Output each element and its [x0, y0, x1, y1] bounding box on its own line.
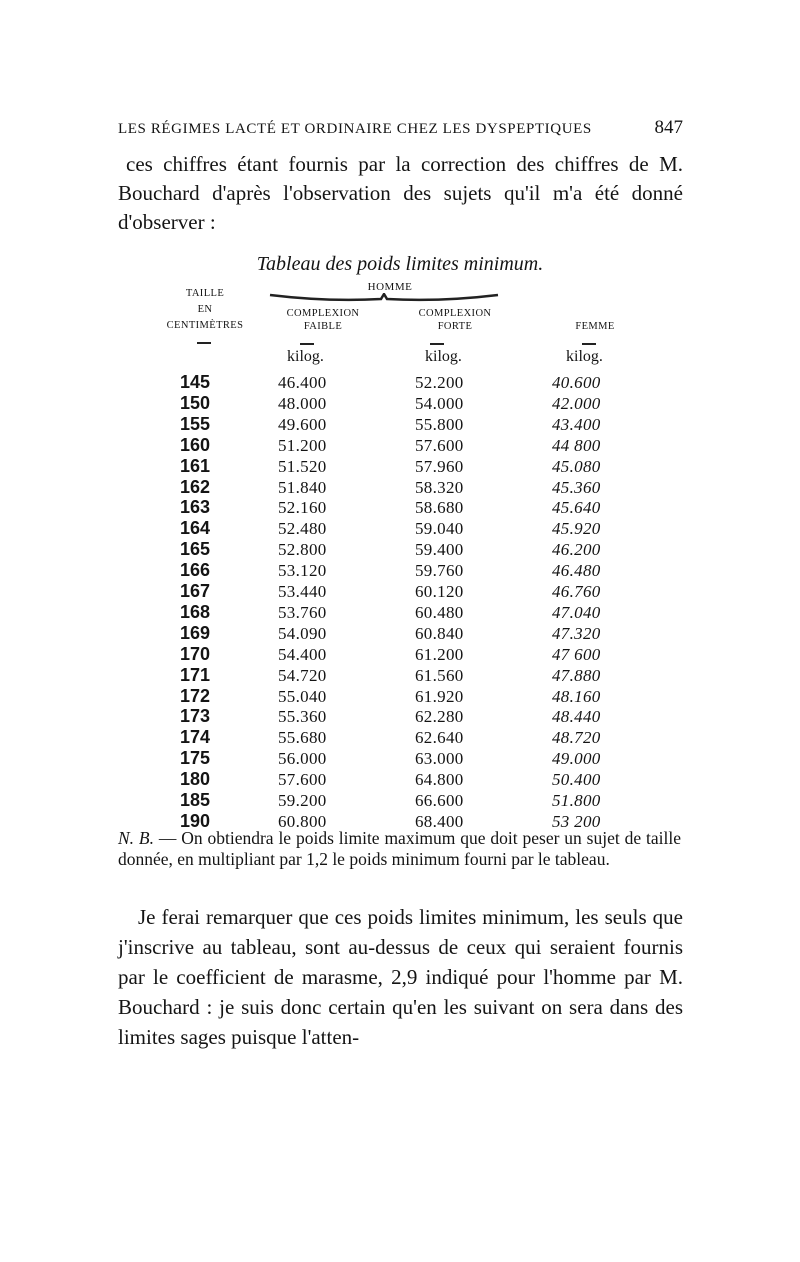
cell-taille: 164 [180, 518, 211, 539]
cell-faible: 51.200 [278, 435, 327, 455]
cell-forte: 61.200 [415, 644, 464, 664]
cell-forte: 66.600 [415, 791, 464, 810]
cell-femme: 50.400 [552, 770, 601, 790]
cell-femme: 42.000 [552, 393, 601, 413]
column-header-forte [400, 307, 510, 333]
dash-forte [430, 343, 444, 345]
cell-faible: 54.090 [278, 623, 327, 643]
cell-forte: 59.040 [415, 519, 464, 539]
cell-femme: 47.320 [552, 623, 601, 643]
cell-forte: 68.400 [415, 811, 464, 831]
cell-taille: 168 [180, 601, 211, 622]
unit-forte: kilog. [425, 348, 462, 365]
cell-femme: 48.440 [552, 707, 601, 727]
cell-femme: 40.600 [552, 373, 601, 392]
cell-femme: 51.800 [552, 791, 601, 810]
cell-forte: 59.760 [415, 561, 464, 581]
table-row [0, 393, 800, 414]
cell-forte: 62.640 [415, 728, 464, 748]
cell-taille: 171 [180, 664, 211, 685]
cell-femme: 44 800 [552, 435, 601, 455]
table-row [0, 414, 800, 435]
cell-faible: 51.520 [278, 456, 327, 476]
cell-faible: 54.720 [278, 665, 327, 685]
cell-femme: 45.360 [552, 477, 601, 497]
cell-forte: 60.120 [415, 582, 464, 601]
column-header-taille [150, 286, 260, 334]
table-row [0, 602, 800, 623]
cell-faible: 56.000 [278, 749, 327, 769]
cell-faible: 57.600 [278, 770, 327, 790]
table-row [0, 748, 800, 769]
cell-taille: 150 [180, 392, 211, 413]
closing-text: Je ferai remarquer que ces poids limites minimum, les seuls que j'inscrive au tableau, sont au-dessus de ceux qui seraient fournis par le coefficient de marasme, 2,9 indiqué pour l'homme par M. Bouchard : je suis donc certain qu'en les suivant on sera dans des limites sages puisque l'atten- [118, 905, 683, 1049]
dash-faible [300, 343, 314, 345]
page-number: 847 [654, 117, 683, 138]
cell-forte: 61.920 [415, 686, 464, 706]
cell-faible: 59.200 [278, 791, 327, 810]
cell-femme: 45.920 [552, 519, 601, 539]
table-row [0, 623, 800, 644]
cell-femme: 49.000 [552, 749, 601, 769]
cell-femme: 46.480 [552, 561, 601, 581]
note [118, 828, 681, 870]
table-row [0, 477, 800, 498]
cell-faible: 52.480 [278, 519, 327, 539]
table-row [0, 435, 800, 456]
forte-header-line-1: COMPLEXION [418, 308, 492, 319]
intro-text: ces chiffres étant fournis par la correction des chiffres de M. Bouchard d'après l'observation des sujets qu'il m'a été donné d'observer : [118, 152, 683, 234]
intro-paragraph [118, 150, 683, 237]
cell-forte: 57.600 [415, 435, 464, 455]
cell-forte: 54.000 [415, 393, 464, 413]
table-row [0, 539, 800, 560]
cell-forte: 58.680 [415, 498, 464, 518]
cell-taille: 155 [180, 413, 211, 434]
cell-faible: 53.120 [278, 561, 327, 581]
faible-header-line-2: FAIBLE [303, 321, 343, 332]
unit-femme: kilog. [566, 348, 603, 365]
cell-taille: 180 [180, 769, 211, 790]
cell-femme: 47 600 [552, 644, 601, 664]
cell-femme: 45.640 [552, 498, 601, 518]
cell-forte: 61.560 [415, 665, 464, 685]
cell-femme: 47.040 [552, 602, 601, 622]
group-header-homme: HOMME [367, 281, 413, 293]
cell-taille: 175 [180, 748, 211, 769]
taille-header-line-3: CENTIMÈTRES [166, 320, 244, 331]
cell-faible: 53.440 [278, 582, 327, 601]
table-row [0, 456, 800, 477]
table-row [0, 581, 800, 602]
table-row [0, 686, 800, 707]
cell-forte: 59.400 [415, 540, 464, 560]
cell-faible: 55.360 [278, 707, 327, 727]
cell-taille: 173 [180, 706, 211, 727]
dash-femme [582, 343, 596, 345]
cell-faible: 52.160 [278, 498, 327, 518]
cell-faible: 52.800 [278, 540, 327, 560]
note-text: — On obtiendra le poids limite maximum que doit peser un sujet de taille donnée, en multipliant par 1,2 le poids minimum fourni par le tableau. [118, 828, 681, 869]
dash-taille [197, 342, 211, 344]
cell-faible: 55.040 [278, 686, 327, 706]
cell-taille: 185 [180, 790, 211, 810]
cell-faible: 53.760 [278, 602, 327, 622]
column-header-faible [268, 307, 378, 333]
cell-forte: 55.800 [415, 414, 464, 434]
cell-femme: 43.400 [552, 414, 601, 434]
taille-header-line-1: TAILLE [185, 288, 225, 299]
cell-taille: 174 [180, 727, 211, 748]
homme-brace [268, 293, 500, 303]
cell-faible: 55.680 [278, 728, 327, 748]
cell-forte: 57.960 [415, 456, 464, 476]
cell-taille: 167 [180, 581, 211, 601]
cell-faible: 60.800 [278, 811, 327, 831]
cell-forte: 52.200 [415, 373, 464, 392]
table-row [0, 706, 800, 727]
cell-femme: 48.720 [552, 728, 601, 748]
cell-faible: 51.840 [278, 477, 327, 497]
cell-faible: 48.000 [278, 393, 327, 413]
cell-femme: 46.200 [552, 540, 601, 560]
cell-forte: 63.000 [415, 749, 464, 769]
table-title: Tableau des poids limites minimum. [256, 253, 544, 275]
cell-faible: 54.400 [278, 644, 327, 664]
table-row [0, 518, 800, 539]
cell-femme: 53 200 [552, 811, 601, 831]
cell-taille: 165 [180, 539, 211, 560]
cell-faible: 49.600 [278, 414, 327, 434]
cell-femme: 48.160 [552, 686, 601, 706]
running-head-title: LES RÉGIMES LACTÉ ET ORDINAIRE CHEZ LES DYSPEPTIQUES [118, 121, 592, 137]
cell-taille: 163 [180, 497, 211, 518]
table-row [0, 644, 800, 665]
cell-taille: 190 [180, 810, 211, 831]
cell-forte: 64.800 [415, 770, 464, 790]
cell-femme: 46.760 [552, 582, 601, 601]
cell-taille: 162 [180, 476, 211, 497]
table-row [0, 727, 800, 748]
taille-header-line-2: EN [197, 304, 213, 315]
cell-forte: 62.280 [415, 707, 464, 727]
table-row [0, 560, 800, 581]
faible-header-line-1: COMPLEXION [286, 308, 360, 319]
table-row [0, 372, 800, 393]
running-head [118, 117, 683, 139]
forte-header-line-2: FORTE [437, 321, 473, 332]
cell-forte: 58.320 [415, 477, 464, 497]
cell-forte: 60.480 [415, 602, 464, 622]
cell-taille: 172 [180, 685, 211, 706]
unit-faible: kilog. [287, 348, 324, 365]
note-label: N. B. [118, 828, 154, 848]
cell-femme: 47.880 [552, 665, 601, 685]
cell-taille: 160 [180, 434, 211, 455]
closing-paragraph [118, 902, 683, 1052]
table-row [0, 665, 800, 686]
table-row [0, 790, 800, 811]
cell-faible: 46.400 [278, 373, 327, 392]
table-row [0, 769, 800, 790]
cell-taille: 161 [180, 455, 211, 476]
cell-femme: 45.080 [552, 456, 601, 476]
cell-forte: 60.840 [415, 623, 464, 643]
cell-taille: 145 [180, 372, 211, 392]
cell-taille: 169 [180, 622, 211, 643]
table-row [0, 497, 800, 518]
cell-taille: 166 [180, 560, 211, 581]
cell-taille: 170 [180, 643, 211, 664]
column-header-femme: FEMME [575, 321, 615, 332]
